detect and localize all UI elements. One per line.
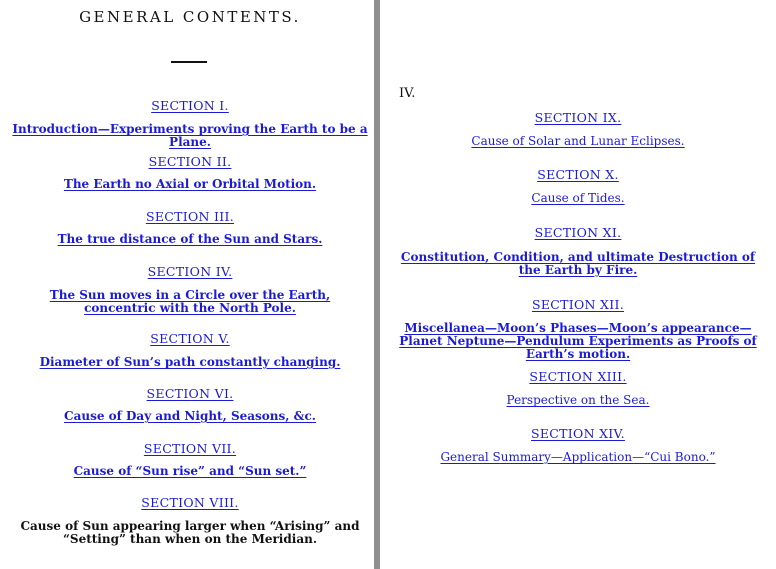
- page-title: GENERAL CONTENTS.: [79, 8, 301, 26]
- section-13-heading[interactable]: SECTION XIII.: [529, 369, 627, 384]
- section-6-heading[interactable]: SECTION VI.: [146, 386, 234, 401]
- section-9-heading[interactable]: SECTION IX.: [534, 110, 622, 125]
- section-3-heading[interactable]: SECTION III.: [145, 209, 235, 224]
- section-4-heading[interactable]: SECTION IV.: [147, 264, 233, 279]
- section-8-heading[interactable]: SECTION VIII.: [141, 495, 239, 510]
- section-12-link[interactable]: Miscellanea—Moon’s Phases—Moon’s appearance—Planet Neptune—Pendulum Experiments as Proofs of Earth’s motion.: [399, 321, 757, 361]
- section-11-link[interactable]: Constitution, Condition, and ultimate Destruction of the Earth by Fire.: [400, 250, 756, 277]
- section-2-heading[interactable]: SECTION II.: [148, 154, 232, 169]
- section-2-link[interactable]: The Earth no Axial or Orbital Motion.: [63, 177, 317, 191]
- section-5-link[interactable]: Diameter of Sun’s path constantly changing.: [39, 355, 341, 369]
- section-10-link[interactable]: Cause of Tides.: [531, 191, 625, 205]
- section-13-link[interactable]: Perspective on the Sea.: [506, 393, 650, 407]
- section-6-link[interactable]: Cause of Day and Night, Seasons, &c.: [64, 409, 316, 423]
- section-10-heading[interactable]: SECTION X.: [537, 167, 619, 182]
- section-9-link[interactable]: Cause of Solar and Lunar Eclipses.: [471, 134, 685, 148]
- section-5-heading[interactable]: SECTION V.: [150, 331, 230, 346]
- section-7-link[interactable]: Cause of “Sun rise” and “Sun set.”: [73, 464, 307, 478]
- right-page: [380, 0, 776, 569]
- section-1-link[interactable]: Introduction—Experiments proving the Earth to be a Plane.: [12, 122, 368, 149]
- left-page: [0, 0, 374, 569]
- section-7-heading[interactable]: SECTION VII.: [143, 441, 237, 456]
- section-3-link[interactable]: The true distance of the Sun and Stars.: [57, 232, 323, 246]
- section-12-heading[interactable]: SECTION XII.: [531, 297, 625, 312]
- section-8-link: Cause of Sun appearing larger when “Arising” and “Setting” than when on the Meridian.: [20, 519, 360, 546]
- part-marker: IV.: [399, 86, 416, 101]
- section-11-heading[interactable]: SECTION XI.: [534, 225, 622, 240]
- title-divider: [171, 61, 207, 63]
- section-14-heading[interactable]: SECTION XIV.: [531, 426, 625, 441]
- section-1-heading[interactable]: SECTION I.: [151, 98, 229, 113]
- section-14-link[interactable]: General Summary—Application—“Cui Bono.”: [440, 450, 716, 464]
- section-4-link[interactable]: The Sun moves in a Circle over the Earth, concentric with the North Pole.: [49, 288, 331, 315]
